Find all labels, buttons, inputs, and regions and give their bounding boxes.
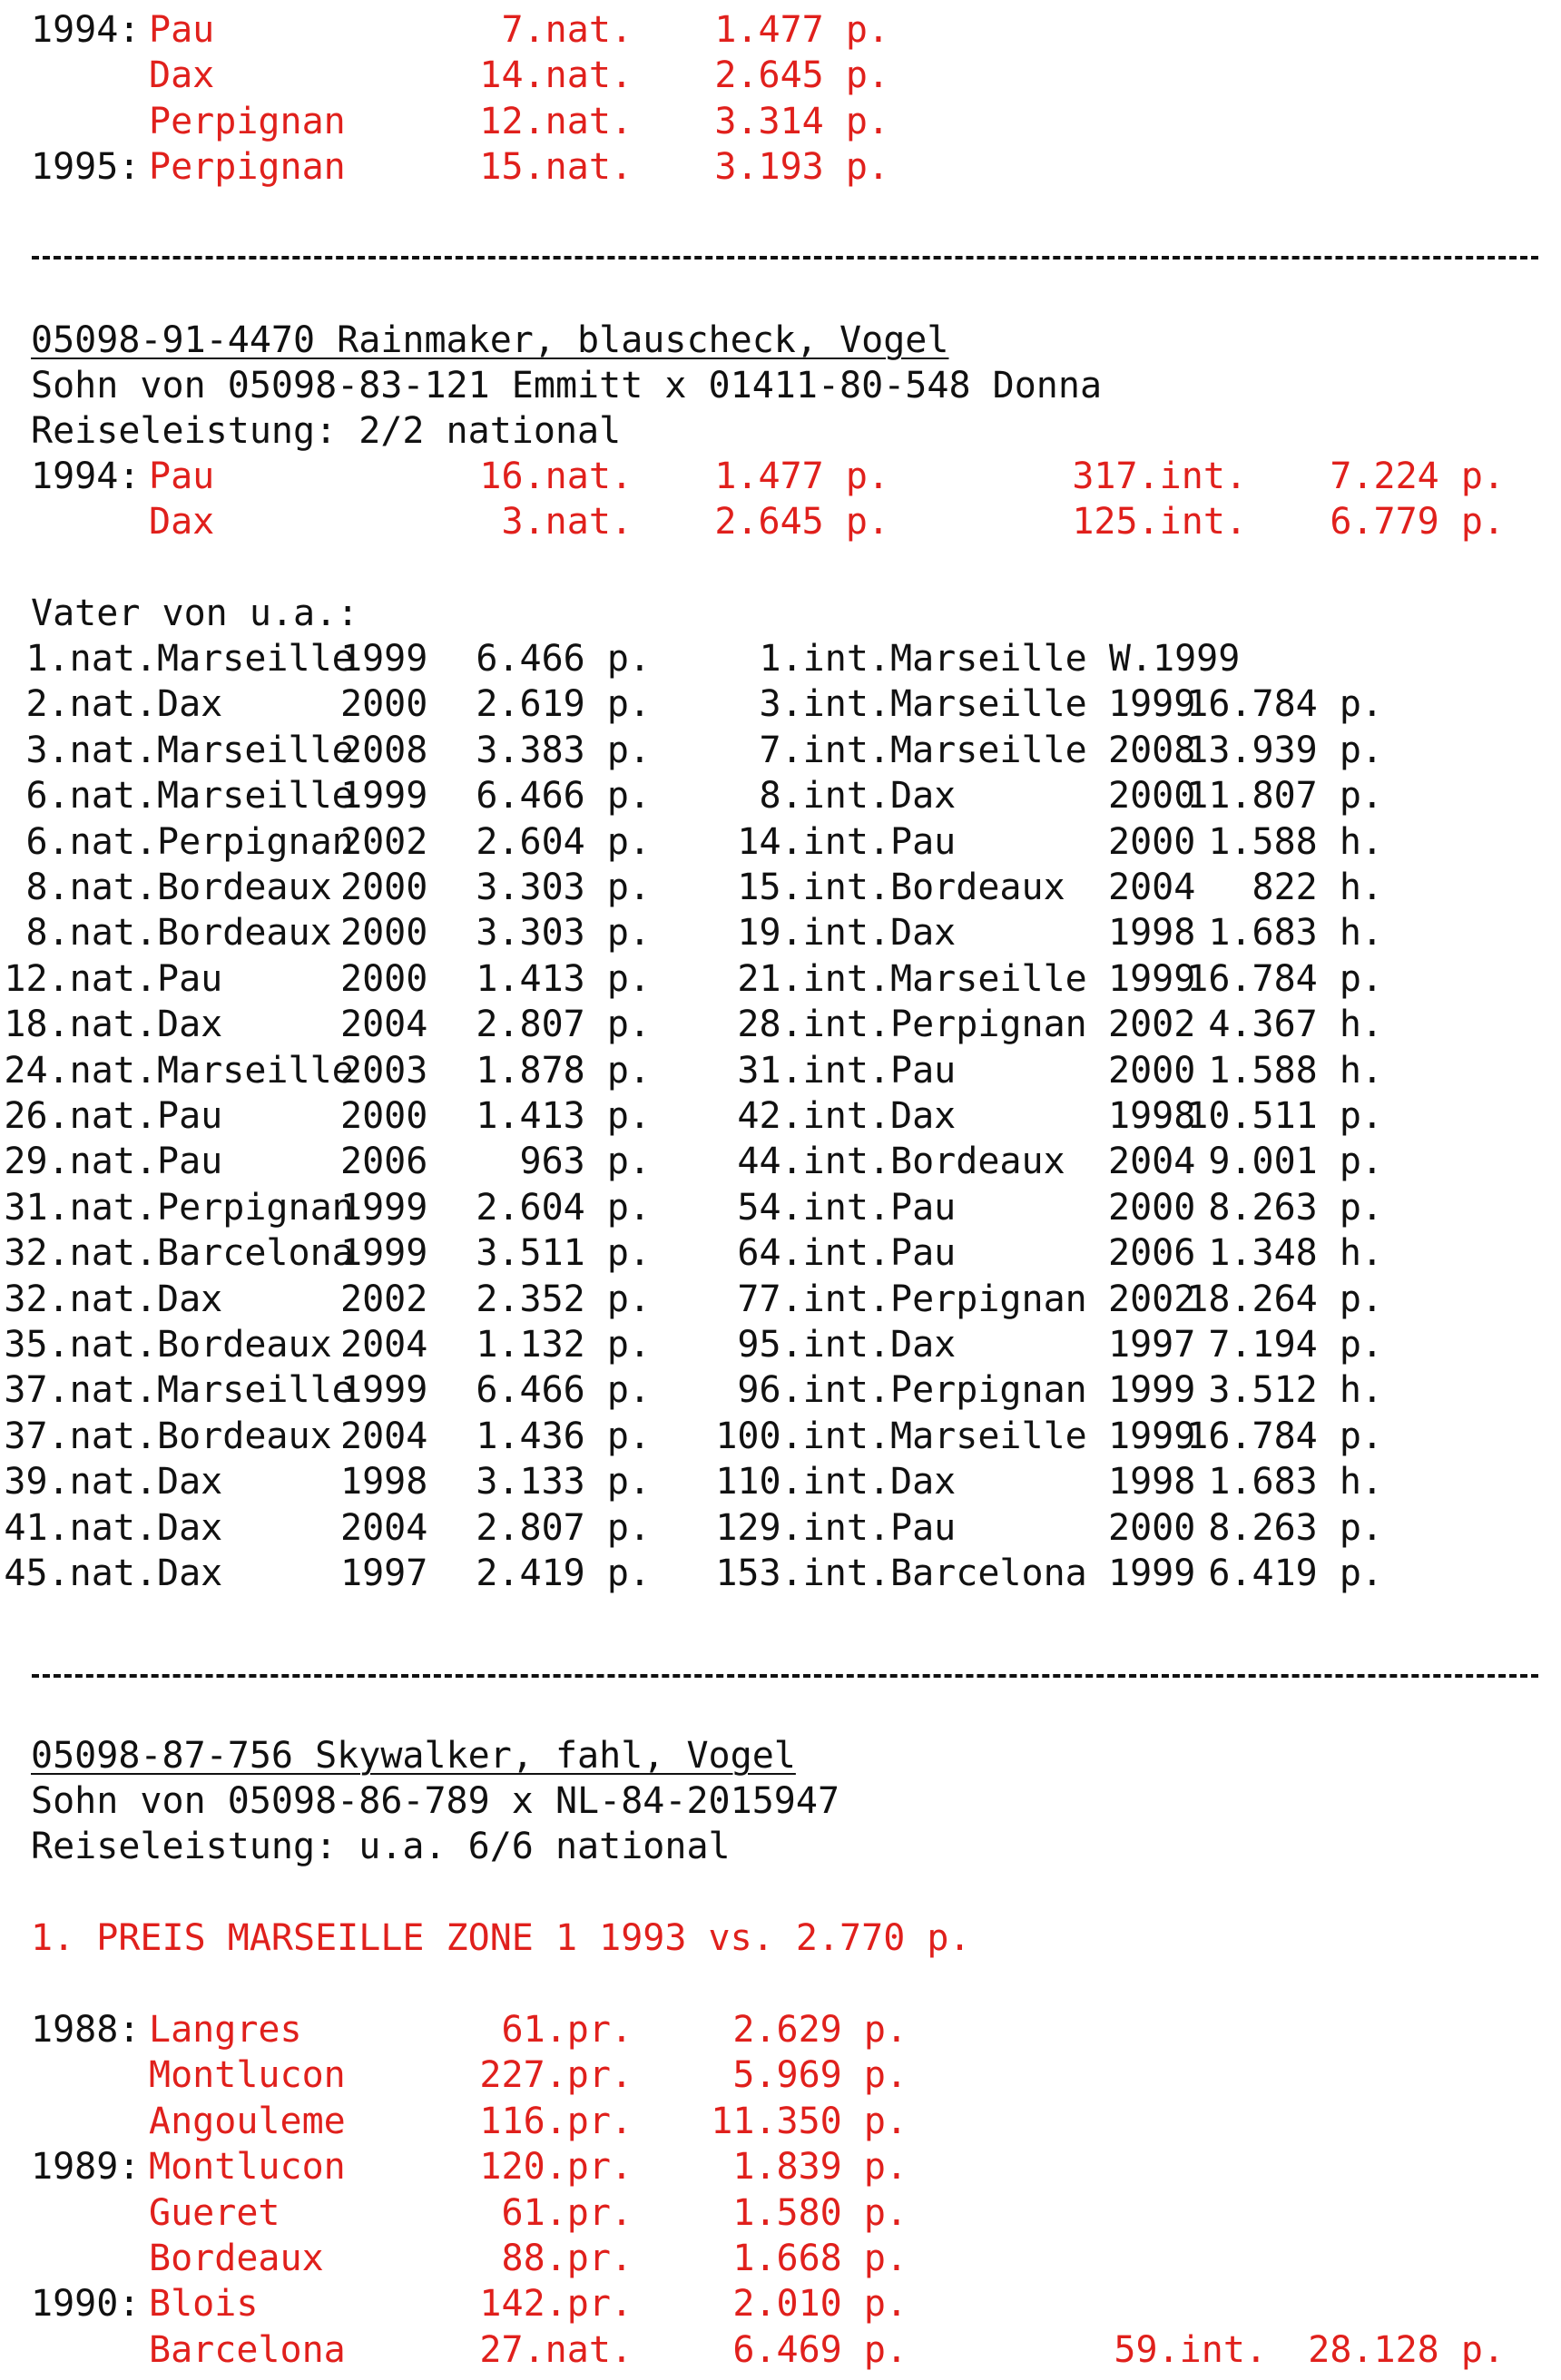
result-place: Dax (149, 54, 215, 96)
offspring-nat-rank: 32.nat. (4, 1278, 157, 1320)
offspring-int-year: 1999 (1108, 1552, 1196, 1594)
offspring-nat-race: Dax (157, 1507, 223, 1549)
offspring-nat-rank: 12.nat. (4, 958, 157, 1000)
offspring-int-year: 2000 (1108, 1507, 1196, 1549)
result-rank: 7.nat. (501, 9, 633, 51)
offspring-int-rank: 42.int. (737, 1095, 890, 1137)
offspring-nat-race: Bordeaux (157, 1324, 332, 1366)
offspring-int-rank: 31.int. (737, 1050, 890, 1092)
offspring-int-rank: 96.int. (737, 1369, 890, 1411)
offspring-nat-race: Dax (157, 683, 223, 725)
offspring-int-rank: 1.int. (759, 638, 890, 680)
offspring-nat-race: Dax (157, 1461, 223, 1503)
offspring-nat-points: 6.466 p. (476, 1369, 651, 1411)
prize-highlight: 1. PREIS MARSEILLE ZONE 1 1993 vs. 2.770 p. (31, 1917, 971, 1959)
result-int-points: 6.779 p. (1330, 501, 1505, 543)
offspring-int-race: Dax (890, 1095, 957, 1137)
offspring-label: Vater von u.a.: (31, 593, 359, 634)
offspring-int-year: 2006 (1108, 1232, 1196, 1274)
offspring-nat-year: 2003 (340, 1050, 428, 1092)
result-points: 1.580 p. (732, 2192, 908, 2234)
result-points: 2.010 p. (732, 2283, 908, 2325)
offspring-nat-year: 2006 (340, 1141, 428, 1182)
result-int-points: 28.128 p. (1308, 2329, 1505, 2371)
offspring-nat-rank: 1.nat. (25, 638, 157, 680)
offspring-nat-race: Marseille (157, 1050, 354, 1092)
offspring-nat-rank: 37.nat. (4, 1369, 157, 1411)
offspring-nat-points: 2.352 p. (476, 1278, 651, 1320)
result-rank: 27.nat. (479, 2329, 633, 2371)
offspring-int-race: Perpignan (890, 1369, 1087, 1411)
offspring-nat-points: 1.413 p. (476, 958, 651, 1000)
offspring-nat-year: 2004 (340, 1004, 428, 1045)
result-year: 1995: (31, 146, 141, 188)
offspring-int-rank: 3.int. (759, 683, 890, 725)
result-place: Angouleme (149, 2101, 346, 2142)
offspring-nat-year: 2000 (340, 958, 428, 1000)
offspring-int-race: Marseille (890, 730, 1087, 771)
offspring-int-race: Perpignan (890, 1278, 1087, 1320)
offspring-int-race: Dax (890, 775, 957, 817)
offspring-int-year: 2004 (1108, 1141, 1196, 1182)
bird-performance: Reiseleistung: u.a. 6/6 national (31, 1826, 731, 1867)
offspring-int-year: 2008 (1108, 730, 1196, 771)
offspring-nat-year: 2008 (340, 730, 428, 771)
offspring-nat-rank: 45.nat. (4, 1552, 157, 1594)
offspring-int-points: 16.784 p. (1186, 683, 1383, 725)
offspring-nat-year: 2000 (340, 867, 428, 908)
offspring-nat-points: 2.604 p. (476, 1187, 651, 1229)
offspring-nat-year: 1999 (340, 1232, 428, 1274)
offspring-nat-points: 1.878 p. (476, 1050, 651, 1092)
offspring-int-year: 1999 (1108, 683, 1196, 725)
offspring-int-rank: 129.int. (715, 1507, 890, 1549)
offspring-nat-rank: 24.nat. (4, 1050, 157, 1092)
result-points: 2.629 p. (732, 2009, 908, 2051)
result-int-points (1142, 2007, 1505, 2052)
offspring-int-rank: 21.int. (737, 958, 890, 1000)
result-place: Pau (149, 455, 215, 497)
offspring-nat-race: Pau (157, 1095, 223, 1137)
offspring-nat-rank: 8.nat. (25, 912, 157, 954)
offspring-nat-points: 3.133 p. (476, 1461, 651, 1503)
result-points: 1.668 p. (732, 2238, 908, 2279)
offspring-int-points: 3.512 h. (1208, 1369, 1383, 1411)
offspring-int-year: 1998 (1108, 1461, 1196, 1503)
offspring-int-rank: 77.int. (737, 1278, 890, 1320)
result-rank: 227.pr. (479, 2054, 633, 2096)
offspring-nat-race: Pau (157, 958, 223, 1000)
result-place: Gueret (149, 2192, 280, 2234)
offspring-nat-year: 2002 (340, 821, 428, 863)
result-points: 6.469 p. (732, 2329, 908, 2371)
offspring-int-race: Dax (890, 1461, 957, 1503)
result-points: 1.477 p. (714, 455, 889, 497)
offspring-int-rank: 8.int. (759, 775, 890, 817)
offspring-nat-year: 2000 (340, 683, 428, 725)
offspring-nat-year: 1998 (340, 1461, 428, 1503)
offspring-int-points: 10.511 p. (1186, 1095, 1383, 1137)
offspring-int-points: 1.588 h. (1208, 821, 1383, 863)
offspring-int-year: 2004 (1108, 867, 1196, 908)
offspring-nat-rank: 41.nat. (4, 1507, 157, 1549)
result-int-points (1142, 2099, 1505, 2144)
offspring-int-year: 1999 (1108, 1415, 1196, 1457)
result-year: 1989: (31, 2146, 141, 2188)
offspring-int-year: 2000 (1108, 821, 1196, 863)
offspring-nat-race: Marseille (157, 775, 354, 817)
result-points: 11.350 p. (711, 2101, 908, 2142)
offspring-int-race: Pau (890, 1187, 957, 1229)
result-int-points (1142, 2144, 1505, 2189)
result-place: Blois (149, 2283, 259, 2325)
offspring-int-points: 7.194 p. (1208, 1324, 1383, 1366)
offspring-int-year: 1998 (1108, 1095, 1196, 1137)
result-place: Dax (149, 501, 215, 543)
result-int-points (1142, 2236, 1505, 2281)
dashed-separator (32, 1674, 1538, 1678)
offspring-nat-race: Barcelona (157, 1232, 354, 1274)
offspring-int-year: 1998 (1108, 912, 1196, 954)
offspring-int-year: 2000 (1108, 1050, 1196, 1092)
result-place: Bordeaux (149, 2238, 324, 2279)
offspring-int-race: Dax (890, 912, 957, 954)
offspring-int-points: 8.263 p. (1208, 1187, 1383, 1229)
offspring-nat-race: Dax (157, 1004, 223, 1045)
offspring-nat-points: 2.619 p. (476, 683, 651, 725)
offspring-nat-points: 3.383 p. (476, 730, 651, 771)
offspring-nat-year: 1999 (340, 775, 428, 817)
offspring-nat-year: 2000 (340, 1095, 428, 1137)
offspring-int-race: Perpignan (890, 1004, 1087, 1045)
offspring-int-race: Pau (890, 1232, 957, 1274)
offspring-nat-rank: 3.nat. (25, 730, 157, 771)
offspring-nat-race: Perpignan (157, 1187, 354, 1229)
offspring-int-race: Pau (890, 821, 957, 863)
offspring-nat-rank: 37.nat. (4, 1415, 157, 1457)
result-int-rank: 317.int. (1072, 455, 1247, 497)
result-rank: 12.nat. (479, 101, 633, 142)
offspring-int-race: Dax (890, 1324, 957, 1366)
result-place: Barcelona (149, 2329, 346, 2371)
offspring-int-points: 9.001 p. (1208, 1141, 1383, 1182)
offspring-int-points: 13.939 p. (1186, 730, 1383, 771)
result-points: 1.477 p. (714, 9, 889, 51)
offspring-nat-rank: 18.nat. (4, 1004, 157, 1045)
offspring-int-race: Bordeaux (890, 867, 1065, 908)
offspring-nat-year: 2004 (340, 1507, 428, 1549)
offspring-nat-rank: 6.nat. (25, 775, 157, 817)
result-int-rank: 125.int. (1072, 501, 1247, 543)
result-int-points (1142, 2190, 1505, 2236)
offspring-nat-rank: 8.nat. (25, 867, 157, 908)
result-rank: 3.nat. (501, 501, 633, 543)
offspring-nat-race: Bordeaux (157, 912, 332, 954)
offspring-int-points: 16.784 p. (1186, 958, 1383, 1000)
result-place: Montlucon (149, 2054, 346, 2096)
result-place: Langres (149, 2009, 302, 2051)
offspring-int-rank: 64.int. (737, 1232, 890, 1274)
result-points: 3.193 p. (714, 146, 889, 188)
offspring-nat-rank: 32.nat. (4, 1232, 157, 1274)
offspring-int-rank: 15.int. (737, 867, 890, 908)
bird-parents: Sohn von 05098-86-789 x NL-84-2015947 (31, 1780, 840, 1822)
offspring-nat-points: 3.511 p. (476, 1232, 651, 1274)
offspring-int-race: Marseille (890, 683, 1087, 725)
offspring-int-points: 4.367 h. (1208, 1004, 1383, 1045)
offspring-int-year: 2000 (1108, 775, 1196, 817)
dashed-separator (32, 256, 1538, 260)
result-year: 1990: (31, 2283, 141, 2325)
offspring-int-race: Barcelona (890, 1552, 1087, 1594)
result-points: 1.839 p. (732, 2146, 908, 2188)
result-rank: 16.nat. (479, 455, 633, 497)
offspring-int-year: 2000 (1108, 1187, 1196, 1229)
result-rank: 14.nat. (479, 54, 633, 96)
offspring-int-points: 1.683 h. (1208, 1461, 1383, 1503)
bird-parents: Sohn von 05098-83-121 Emmitt x 01411-80-548 Donna (31, 365, 1103, 406)
offspring-int-points: 18.264 p. (1186, 1278, 1383, 1320)
offspring-nat-year: 2002 (340, 1278, 428, 1320)
offspring-nat-points: 6.466 p. (476, 638, 651, 680)
offspring-nat-race: Dax (157, 1278, 223, 1320)
offspring-nat-race: Bordeaux (157, 1415, 332, 1457)
offspring-nat-year: 1999 (340, 1369, 428, 1411)
result-int-points: 7.224 p. (1330, 455, 1505, 497)
result-year: 1994: (31, 9, 141, 51)
offspring-int-points: 8.263 p. (1208, 1507, 1383, 1549)
offspring-nat-rank: 2.nat. (25, 683, 157, 725)
offspring-int-rank: 19.int. (737, 912, 890, 954)
offspring-nat-year: 2004 (340, 1324, 428, 1366)
offspring-nat-points: 2.807 p. (476, 1004, 651, 1045)
result-points: 5.969 p. (732, 2054, 908, 2096)
offspring-int-points: 16.784 p. (1186, 1415, 1383, 1457)
offspring-nat-points: 2.604 p. (476, 821, 651, 863)
offspring-int-rank: 28.int. (737, 1004, 890, 1045)
offspring-int-points: 6.419 p. (1208, 1552, 1383, 1594)
result-year: 1994: (31, 455, 141, 497)
offspring-nat-rank: 6.nat. (25, 821, 157, 863)
result-rank: 61.pr. (501, 2009, 633, 2051)
bird-heading-rainmaker: 05098-91-4470 Rainmaker, blauscheck, Vogel (31, 319, 949, 361)
result-place: Perpignan (149, 146, 346, 188)
result-rank: 142.pr. (479, 2283, 633, 2325)
offspring-nat-points: 2.419 p. (476, 1552, 651, 1594)
offspring-int-year: 2002 (1108, 1004, 1196, 1045)
result-int-points (1142, 2052, 1505, 2098)
offspring-int-race: Pau (890, 1507, 957, 1549)
offspring-int-race: Marseille W.1999 (890, 638, 1241, 680)
offspring-nat-year: 1997 (340, 1552, 428, 1594)
result-int-points (1142, 2281, 1505, 2326)
offspring-nat-points: 2.807 p. (476, 1507, 651, 1549)
offspring-int-race: Marseille (890, 958, 1087, 1000)
offspring-int-rank: 110.int. (715, 1461, 890, 1503)
offspring-nat-race: Marseille (157, 1369, 354, 1411)
offspring-int-year: 1997 (1108, 1324, 1196, 1366)
result-int-rank: 59.int. (1114, 2329, 1267, 2371)
offspring-int-year: 1999 (1108, 1369, 1196, 1411)
offspring-nat-race: Perpignan (157, 821, 354, 863)
offspring-int-race: Pau (890, 1050, 957, 1092)
result-rank: 61.pr. (501, 2192, 633, 2234)
offspring-int-points: 1.588 h. (1208, 1050, 1383, 1092)
bird-heading-skywalker: 05098-87-756 Skywalker, fahl, Vogel (31, 1735, 796, 1777)
offspring-int-points (1020, 636, 1383, 681)
offspring-int-year: 2002 (1108, 1278, 1196, 1320)
result-place: Perpignan (149, 101, 346, 142)
offspring-nat-year: 1999 (340, 638, 428, 680)
result-points: 2.645 p. (714, 501, 889, 543)
result-rank: 15.nat. (479, 146, 633, 188)
result-points: 2.645 p. (714, 54, 889, 96)
offspring-int-year: 1999 (1108, 958, 1196, 1000)
offspring-nat-points: 1.413 p. (476, 1095, 651, 1137)
result-place: Pau (149, 9, 215, 51)
offspring-nat-points: 3.303 p. (476, 867, 651, 908)
bird-performance: Reiseleistung: 2/2 national (31, 410, 622, 452)
result-rank: 88.pr. (501, 2238, 633, 2279)
result-rank: 116.pr. (479, 2101, 633, 2142)
offspring-nat-points: 1.132 p. (476, 1324, 651, 1366)
offspring-int-rank: 153.int. (715, 1552, 890, 1594)
result-points: 3.314 p. (714, 101, 889, 142)
offspring-int-rank: 54.int. (737, 1187, 890, 1229)
offspring-int-rank: 7.int. (759, 730, 890, 771)
offspring-int-rank: 44.int. (737, 1141, 890, 1182)
offspring-nat-race: Dax (157, 1552, 223, 1594)
offspring-int-race: Marseille (890, 1415, 1087, 1457)
offspring-nat-points: 1.436 p. (476, 1415, 651, 1457)
offspring-nat-race: Pau (157, 1141, 223, 1182)
offspring-int-rank: 14.int. (737, 821, 890, 863)
offspring-int-points: 822 h. (1252, 867, 1383, 908)
result-place: Montlucon (149, 2146, 346, 2188)
offspring-nat-race: Marseille (157, 638, 354, 680)
offspring-nat-rank: 29.nat. (4, 1141, 157, 1182)
offspring-nat-year: 2004 (340, 1415, 428, 1457)
offspring-nat-year: 2000 (340, 912, 428, 954)
offspring-nat-points: 3.303 p. (476, 912, 651, 954)
result-rank: 120.pr. (479, 2146, 633, 2188)
offspring-int-race: Bordeaux (890, 1141, 1065, 1182)
offspring-int-rank: 100.int. (715, 1415, 890, 1457)
offspring-nat-year: 1999 (340, 1187, 428, 1229)
offspring-nat-points: 6.466 p. (476, 775, 651, 817)
offspring-int-points: 1.683 h. (1208, 912, 1383, 954)
offspring-nat-rank: 26.nat. (4, 1095, 157, 1137)
offspring-nat-race: Bordeaux (157, 867, 332, 908)
offspring-nat-rank: 35.nat. (4, 1324, 157, 1366)
offspring-int-points: 11.807 p. (1186, 775, 1383, 817)
result-year: 1988: (31, 2009, 141, 2051)
offspring-int-points: 1.348 h. (1208, 1232, 1383, 1274)
offspring-nat-race: Marseille (157, 730, 354, 771)
offspring-int-rank: 95.int. (737, 1324, 890, 1366)
offspring-nat-rank: 39.nat. (4, 1461, 157, 1503)
offspring-nat-points: 963 p. (519, 1141, 651, 1182)
offspring-nat-rank: 31.nat. (4, 1187, 157, 1229)
